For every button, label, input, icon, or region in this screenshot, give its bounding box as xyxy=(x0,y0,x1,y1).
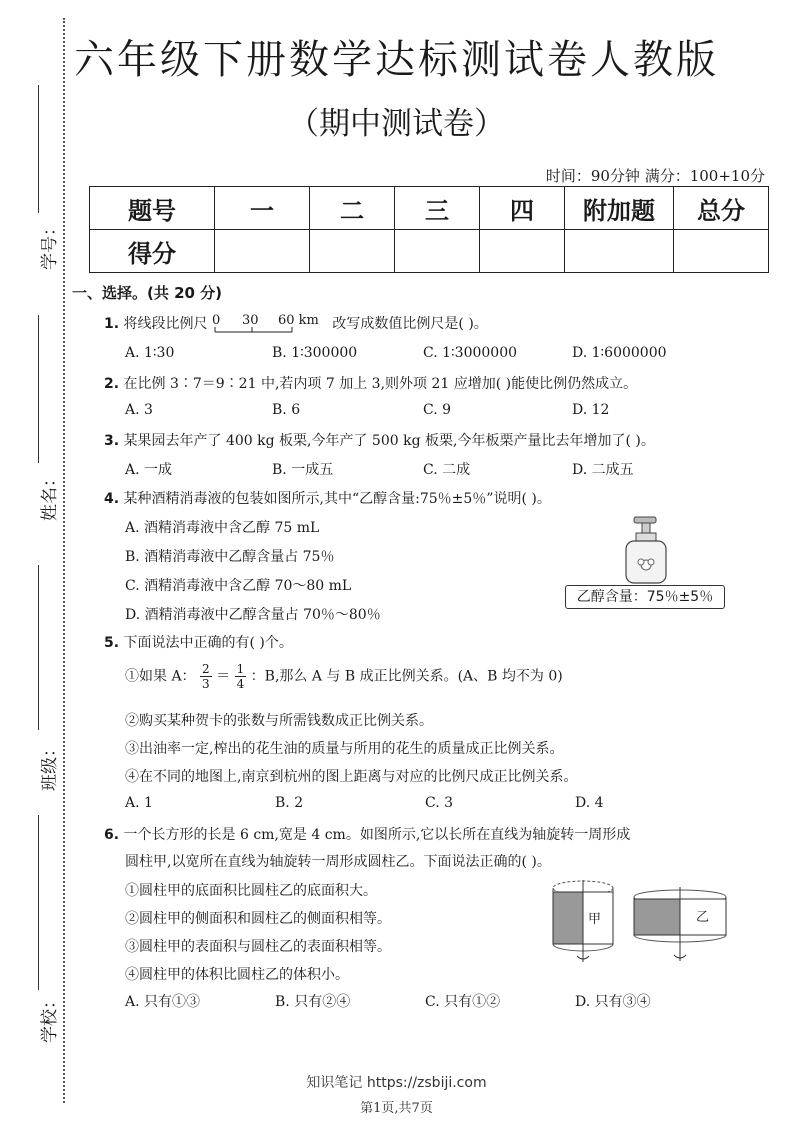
watermark-text: 知识笔记 https://zsbiji.com xyxy=(306,1075,487,1091)
question-text: 某种酒精消毒液的包装如图所示,其中“乙醇含量:75％±5％”说明( )。 xyxy=(123,491,551,507)
question-text: 在比例 3∶7＝9∶21 中,若内项 7 加上 3,则外项 21 应增加( )能使比例仍然成立。 xyxy=(123,376,638,392)
score-cell[interactable] xyxy=(310,230,395,273)
fraction-numerator: 1 xyxy=(236,662,245,676)
page-subtitle: （期中测试卷） xyxy=(288,106,505,142)
xuehao-label: 学号： xyxy=(40,219,60,270)
question-6 xyxy=(104,824,630,844)
scale-label: 30 xyxy=(241,313,259,328)
option-a[interactable]: A. 只有①③ xyxy=(125,994,201,1010)
option-a[interactable]: A. 3 xyxy=(125,402,153,418)
xuexiao-label: 学校： xyxy=(40,992,60,1043)
scale-bar xyxy=(214,326,294,334)
label-jia: 甲 xyxy=(588,912,602,927)
fraction xyxy=(235,662,247,691)
option-b[interactable]: B. 酒精消毒液中乙醇含量占 75％ xyxy=(125,549,335,565)
statement-4: ④在不同的地图上,南京到杭州的图上距离与对应的比例尺成正比例关系。 xyxy=(125,769,578,785)
question-5 xyxy=(104,632,293,652)
question-2 xyxy=(104,373,637,393)
cylinder-yi-icon xyxy=(628,885,733,970)
fraction-numerator: 2 xyxy=(202,662,210,676)
option-d[interactable]: D. 酒精消毒液中乙醇含量占 70％～80％ xyxy=(125,607,381,623)
table-cell: 得分 xyxy=(90,230,215,273)
xuexiao-line xyxy=(38,815,39,990)
option-a[interactable]: A. 1∶30 xyxy=(125,345,175,361)
score-table xyxy=(89,186,769,273)
xingming-line xyxy=(38,315,39,463)
question-text: 圆柱甲,以宽所在直线为轴旋转一周形成圆柱乙。下面说法正确的( )。 xyxy=(125,854,551,870)
statement-3: ③出油率一定,榨出的花生油的质量与所用的花生的质量成正比例关系。 xyxy=(125,741,564,757)
statement-3: ③圆柱甲的表面积与圆柱乙的表面积相等。 xyxy=(125,939,391,955)
statement-text: ：B,那么 A 与 B 成正比例关系。(A、B 均不为 0) xyxy=(250,668,563,685)
banji-label: 班级： xyxy=(40,740,60,791)
statement-2: ②购买某种贺卡的张数与所需钱数成正比例关系。 xyxy=(125,713,433,729)
label-yi: 乙 xyxy=(696,910,710,925)
scale-label: 0 xyxy=(211,313,221,328)
question-text: 下面说法中正确的有( )个。 xyxy=(123,635,293,651)
statement-2: ②圆柱甲的侧面积和圆柱乙的侧面积相等。 xyxy=(125,911,391,927)
option-d[interactable]: D. 4 xyxy=(575,795,604,811)
table-cell: 总分 xyxy=(674,187,769,230)
question-number: 3. xyxy=(104,433,120,449)
question-text: 一个长方形的长是 6 cm,宽是 4 cm。如图所示,它以长所在直线为轴旋转一周形成 xyxy=(123,827,631,843)
score-table-header-row xyxy=(90,187,769,230)
option-d[interactable]: D. 12 xyxy=(572,402,610,418)
question-1 xyxy=(104,313,488,333)
fraction-denominator: 3 xyxy=(202,677,210,691)
question-text: 将线段比例尺 xyxy=(123,316,208,332)
scale-label: 60 km xyxy=(277,313,319,328)
question-text: 改写成数值比例尺是( )。 xyxy=(332,316,488,332)
option-d[interactable]: D. 二成五 xyxy=(572,462,634,478)
banji-line xyxy=(38,565,39,730)
option-d[interactable]: D. 只有③④ xyxy=(575,994,651,1010)
question-3 xyxy=(104,430,655,450)
statement-1: ①圆柱甲的底面积比圆柱乙的底面积大。 xyxy=(125,883,377,899)
statement-text: ①如果 A： xyxy=(125,668,196,685)
time-info: 时间：90分钟 满分：100+10分 xyxy=(545,167,765,185)
question-number: 4. xyxy=(104,491,120,507)
question-text: 某果园去年产了 400 kg 板栗,今年产了 500 kg 板栗,今年板栗产量比去年增加了( )。 xyxy=(123,433,655,449)
page-title: 六年级下册数学达标测试卷人教版 xyxy=(74,37,719,83)
option-b[interactable]: B. 一成五 xyxy=(272,462,334,478)
option-c[interactable]: C. 3 xyxy=(425,795,454,811)
table-cell: 附加题 xyxy=(565,187,674,230)
option-b[interactable]: B. 2 xyxy=(275,795,304,811)
table-cell: 题号 xyxy=(90,187,215,230)
ethanol-label: 乙醇含量：75％±5％ xyxy=(565,585,725,609)
score-cell[interactable] xyxy=(565,230,674,273)
table-cell: 三 xyxy=(395,187,480,230)
question-number: 6. xyxy=(104,827,120,843)
table-cell: 四 xyxy=(480,187,565,230)
option-a[interactable]: A. 1 xyxy=(125,795,153,811)
option-d[interactable]: D. 1∶6000000 xyxy=(572,345,667,361)
score-cell[interactable] xyxy=(480,230,565,273)
option-c[interactable]: C. 1∶3000000 xyxy=(423,345,518,361)
option-b[interactable]: B. 1∶300000 xyxy=(272,345,358,361)
fraction-denominator: 4 xyxy=(236,677,245,691)
xingming-label: 姓名： xyxy=(40,470,60,521)
sanitizer-bottle-icon xyxy=(608,515,670,587)
score-cell[interactable] xyxy=(395,230,480,273)
binding-dotted-line xyxy=(63,18,65,1103)
option-c[interactable]: C. 只有①② xyxy=(425,994,501,1010)
option-c[interactable]: C. 二成 xyxy=(423,462,471,478)
option-b[interactable]: B. 6 xyxy=(272,402,301,418)
section-title: 一、选择。(共 20 分) xyxy=(72,284,223,302)
statement-1 xyxy=(125,662,563,691)
table-cell: 二 xyxy=(310,187,395,230)
option-a[interactable]: A. 酒精消毒液中含乙醇 75 mL xyxy=(125,520,320,536)
question-4 xyxy=(104,488,551,508)
score-cell[interactable] xyxy=(674,230,769,273)
cylinder-jia-icon xyxy=(545,878,625,968)
table-cell: 一 xyxy=(215,187,310,230)
question-number: 1. xyxy=(104,316,120,332)
option-c[interactable]: C. 酒精消毒液中含乙醇 70～80 mL xyxy=(125,578,352,594)
option-a[interactable]: A. 一成 xyxy=(125,462,173,478)
score-cell[interactable] xyxy=(215,230,310,273)
line-scale xyxy=(211,313,319,331)
question-number: 2. xyxy=(104,376,120,392)
page-number: 第1页,共7页 xyxy=(360,1101,433,1116)
statement-4: ④圆柱甲的体积比圆柱乙的体积小。 xyxy=(125,967,349,983)
fraction xyxy=(200,662,212,691)
option-b[interactable]: B. 只有②④ xyxy=(275,994,351,1010)
score-table-score-row xyxy=(90,230,769,273)
option-c[interactable]: C. 9 xyxy=(423,402,452,418)
equals-sign: ＝ xyxy=(216,668,231,685)
question-number: 5. xyxy=(104,635,120,651)
